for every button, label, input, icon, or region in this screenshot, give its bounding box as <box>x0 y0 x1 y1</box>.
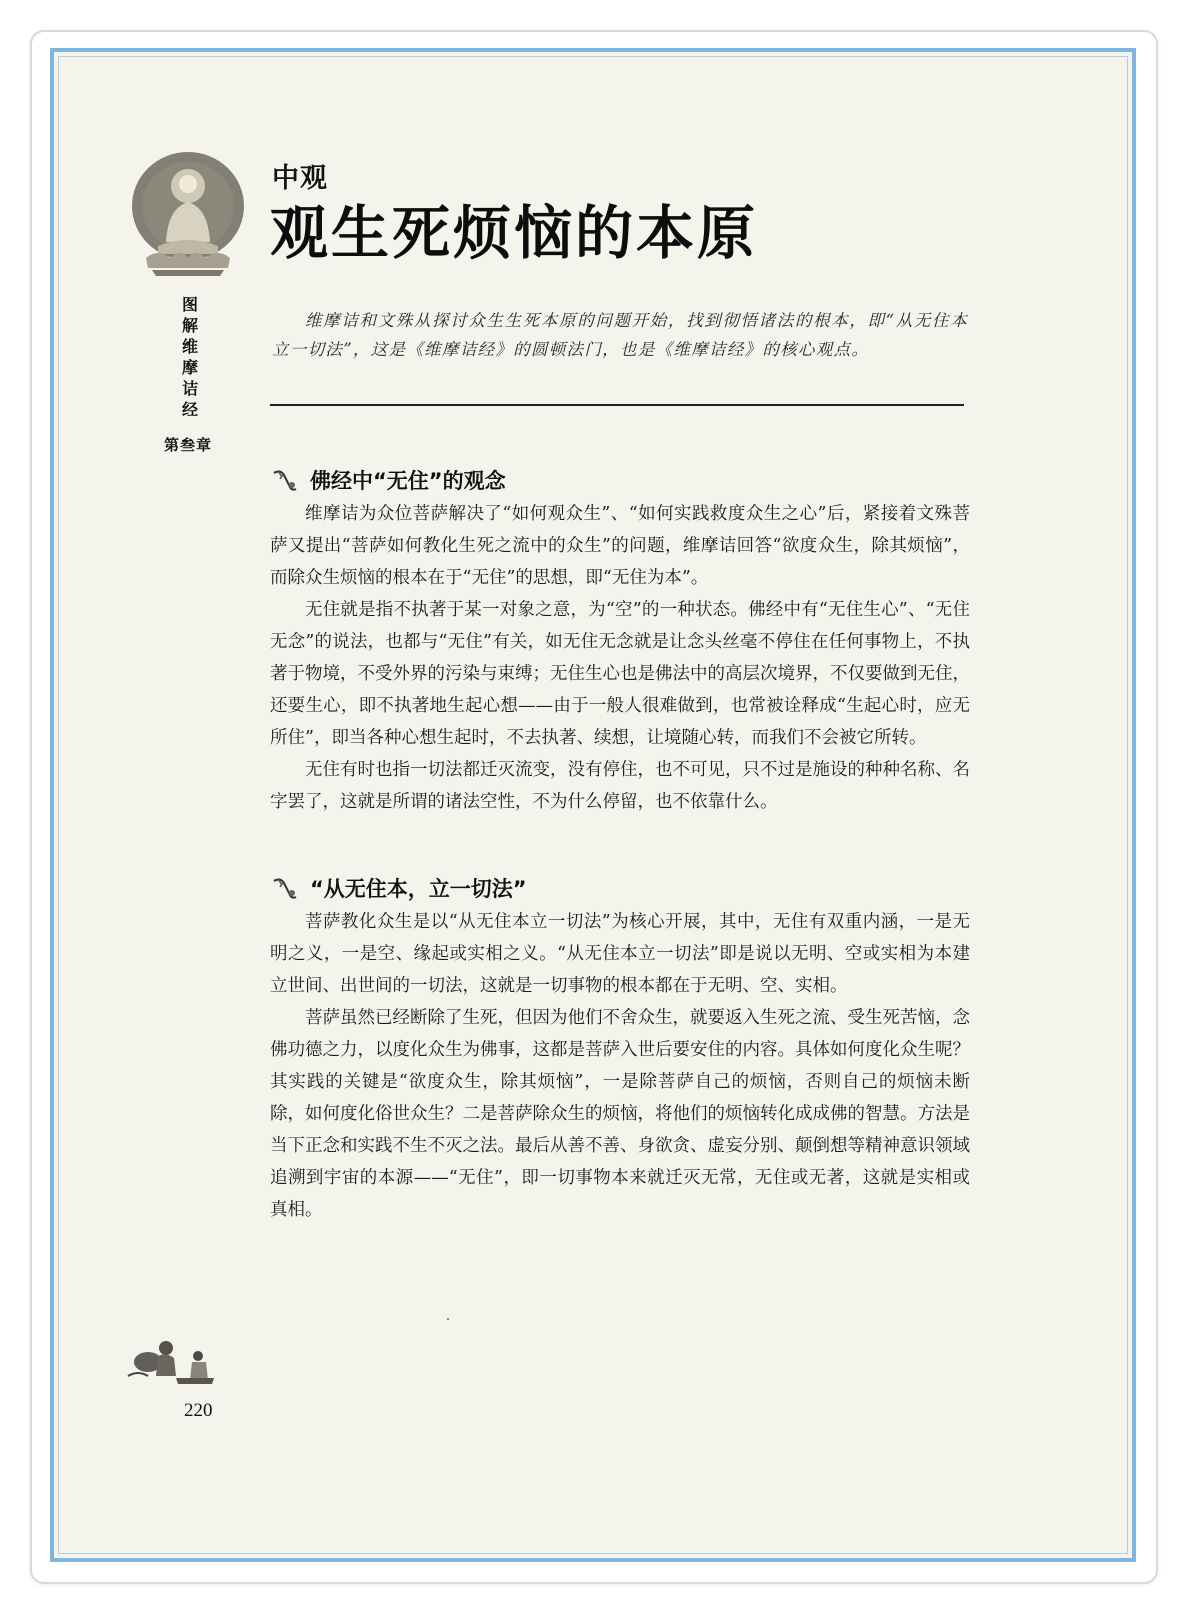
section-heading-text: “从无住本，立一切法” <box>310 877 527 901</box>
section-no-abiding <box>270 462 970 818</box>
scroll-ornament-icon <box>270 467 300 493</box>
body-paragraph: 维摩诘为众位菩萨解决了“如何观众生”、“如何实践救度众生之心”后，紧接着文殊菩萨又提出“菩萨如何教化生死之流中的众生”的问题，维摩诘回答“欲度众生，除其烦恼”，而除众生烦恼的根本在于“无住”的思想，即“无住为本”。 <box>270 504 970 588</box>
buddha-illustration <box>128 150 248 278</box>
section-from-no-abiding <box>270 870 970 1226</box>
intro-paragraph: 维摩诘和文殊从探讨众生生死本原的问题开始，找到彻悟诸法的根本，即“从无住本立一切法”，这是《维摩诘经》的圆顿法门，也是《维摩诘经》的核心观点。 <box>272 311 968 359</box>
speck <box>447 1318 449 1320</box>
footer-vignette-illustration <box>118 1332 228 1392</box>
chapter-label: 第叁章 <box>164 436 213 454</box>
vertical-book-title: 图解维摩诘经 <box>181 295 198 419</box>
page-number: 220 <box>184 1400 213 1421</box>
section-heading-text: 佛经中“无住”的观念 <box>310 469 506 493</box>
divider-rule <box>270 404 964 406</box>
body-paragraph: 菩萨虽然已经断除了生死，但因为他们不舍众生，就要返入生死之流、受生死苦恼，念佛功德之力，以度化众生为佛事，这都是菩萨入世后要安住的内容。具体如何度化众生呢？其实践的关键是“欲度众生，除其烦恼”，一是除菩萨自己的烦恼，否则自己的烦恼未断除，如何度化俗世众生？二是菩萨除众生的烦恼，将他们的烦恼转化成成佛的智慧。方法是当下正念和实践不生不灭之法。最后从善不善、身欲贪、虚妄分别、颠倒想等精神意识领域追溯到宇宙的本源——“无住”，即一切事物本来就迁灭无常，无住或无著，这就是实相或真相。 <box>270 1008 970 1220</box>
body-paragraph: 无住就是指不执著于某一对象之意，为“空”的一种状态。佛经中有“无住生心”、“无住无念”的说法，也都与“无住”有关，如无住无念就是让念头丝毫不停住在任何事物上，不执著于物境，不受外界的污染与束缚；无住生心也是佛法中的高层次境界，不仅要做到无住，还要生心，即不执著地生起心想——由于一般人很难做到，也常被诠释成“生起心时，应无所住”，即当各种心想生起时，不去执著、续想，让境随心转，而我们不会被它所转。 <box>270 600 970 748</box>
section-heading <box>270 870 970 906</box>
body-paragraph: 菩萨教化众生是以“从无住本立一切法”为核心开展，其中，无住有双重内涵，一是无明之义，一是空、缘起或实相之义。“从无住本立一切法”即是说以无明、空或实相为本建立世间、出世间的一切法，这就是一切事物的根本都在于无明、空、实相。 <box>270 912 970 996</box>
scroll-ornament-icon <box>270 875 300 901</box>
page-title: 观生死烦恼的本原 <box>270 199 759 267</box>
body-paragraph: 无住有时也指一切法都迁灭流变，没有停住，也不可见，只不过是施设的种种名称、名字罢了，这就是所谓的诸法空性，不为什么停留，也不依靠什么。 <box>270 760 970 812</box>
section-kicker: 中观 <box>272 163 328 194</box>
section-heading <box>270 462 970 498</box>
